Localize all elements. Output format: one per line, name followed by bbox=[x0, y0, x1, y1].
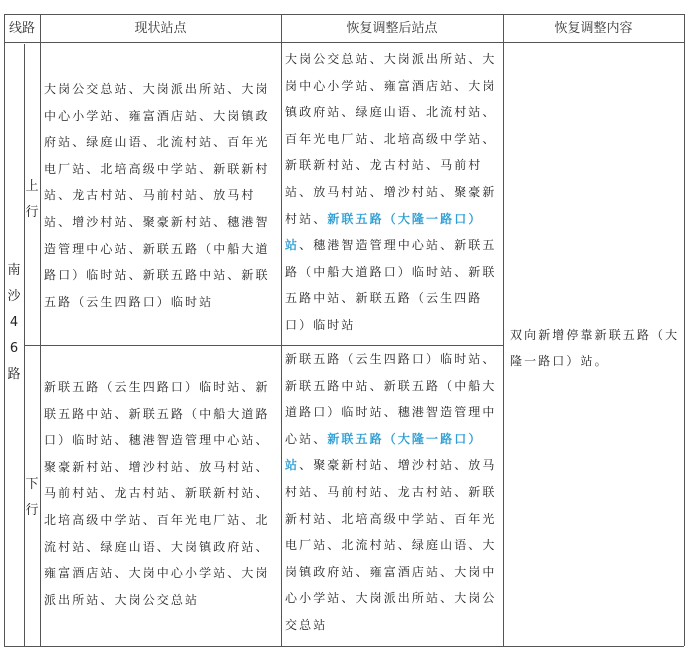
up-adjusted-stops: 大岗公交总站、大岗派出所站、大岗中心小学站、雍富酒店站、大岗镇政府站、绿庭山语、北流村站、百年光电厂站、北培高级中学站、新联新村站、龙古村站、马前村站、放马村站、增沙村站、聚豪新村站、新联五路（大隆一路口）站、穗港智造管理中心站、新联五路（中船大道路口）临时站、新联五路中站、新联五路（云生四路口）临时站 bbox=[285, 52, 497, 332]
new-stop-highlight-up: 新联五路（大隆一路口）站 bbox=[285, 211, 483, 253]
down-current-stops: 新联五路（云生四路口）临时站、新联五路中站、新联五路（中船大道路口）临时站、穗港智造管理中心站、聚豪新村站、增沙村站、放马村站、马前村站、龙古村站、新联新村站、北培高级中学站、百年光电厂站、北流村站、绿庭山语、大岗镇政府站、雍富酒店站、大岗中心小学站、大岗派出所站、大岗公交总站 bbox=[44, 380, 270, 607]
table-border-right bbox=[684, 14, 685, 646]
header-adjustment-content: 恢复调整内容 bbox=[554, 21, 633, 36]
direction-up-label: 上 行 bbox=[25, 179, 39, 220]
direction-down-label: 下 行 bbox=[25, 477, 39, 518]
table-border-top bbox=[4, 14, 684, 15]
new-stop-highlight-down: 新联五路（大隆一路口）站 bbox=[285, 431, 483, 473]
up-current-stops: 大岗公交总站、大岗派出所站、大岗中心小学站、雍富酒店站、大岗镇政府站、绿庭山语、北流村站、百年光电厂站、北培高级中学站、新联新村站、龙古村站、马前村站、放马村站、增沙村站、聚豪新村站、穗港智造管理中心站、新联五路（中船大道路口）临时站、新联五路中站、新联五路（云生四路口）临时站 bbox=[44, 82, 270, 309]
adjustment-note: 双向新增停靠新联五路（大隆一路口）站。 bbox=[510, 328, 680, 368]
down-adjusted-stops: 新联五路（云生四路口）临时站、新联五路中站、新联五路（中船大道路口）临时站、穗港智造管理中心站、新联五路（大隆一路口）站、聚豪新村站、增沙村站、放马村站、马前村站、龙古村站、新联新村站、北培高级中学站、百年光电厂站、北流村站、绿庭山语、大岗镇政府站、雍富酒店站、大岗中心小学站、大岗派出所站、大岗公交总站 bbox=[285, 352, 497, 632]
table-border-bottom bbox=[4, 646, 684, 647]
col-divider-3 bbox=[503, 14, 504, 646]
col-divider-1 bbox=[40, 14, 41, 646]
header-divider bbox=[4, 42, 684, 43]
header-adjusted-stops: 恢复调整后站点 bbox=[346, 21, 438, 36]
col-divider-2 bbox=[281, 14, 282, 646]
route-name-vertical: 南 沙 4 6 路 bbox=[7, 263, 21, 382]
header-route: 线路 bbox=[8, 21, 35, 36]
header-current-stops: 现状站点 bbox=[134, 21, 187, 36]
